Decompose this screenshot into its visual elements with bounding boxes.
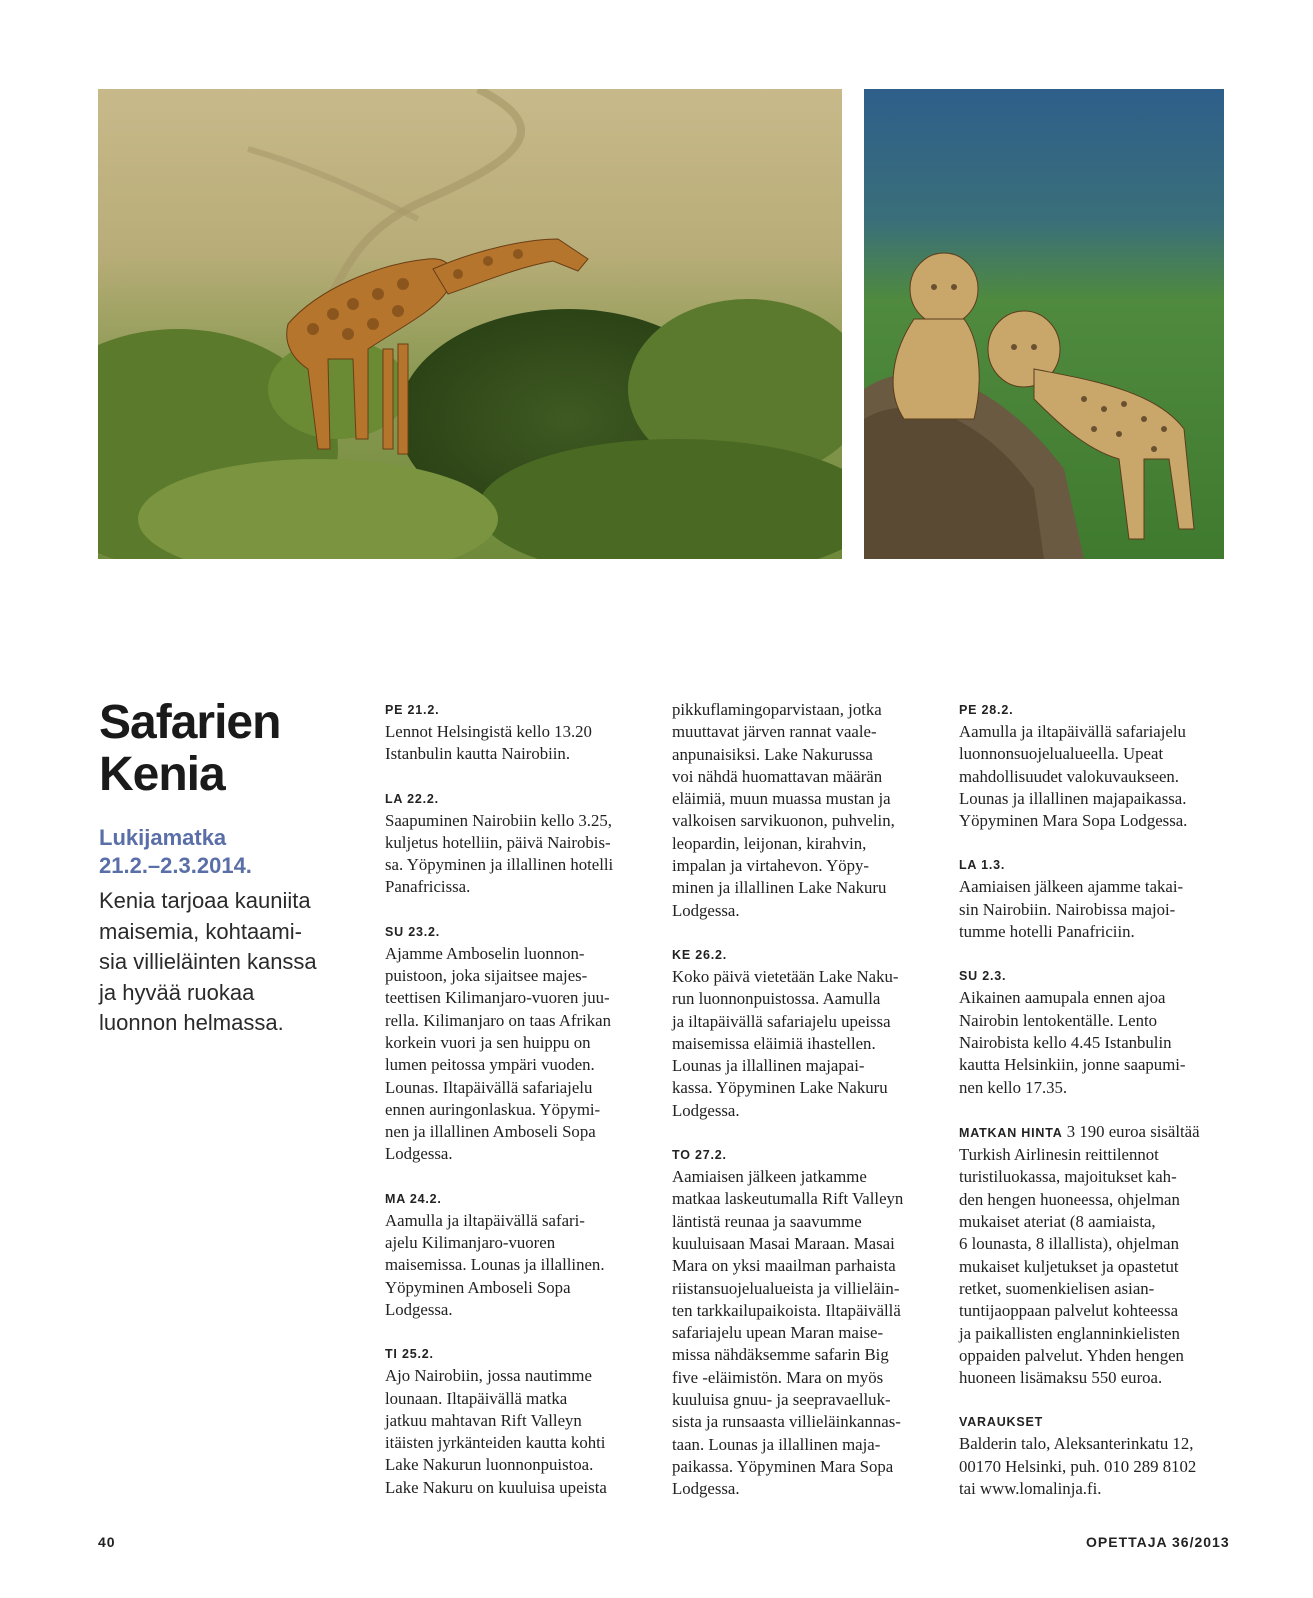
- body-line: Yöpyminen Amboseli Sopa: [385, 1277, 571, 1297]
- body-line: Lounas ja illallinen majapaikassa.: [959, 788, 1187, 808]
- body-line: impalan ja virtahevon. Yöpy-: [672, 856, 869, 876]
- day-entry: [385, 921, 647, 1166]
- day-entry: [959, 854, 1227, 943]
- body-line: taan. Lounas ja illallinen maja-: [672, 1434, 881, 1454]
- day-entry: [385, 788, 647, 899]
- body-line: Ajo Nairobiin, jossa nautimme: [385, 1366, 592, 1386]
- body-line: maisemissa eläimiä ihastellen.: [672, 1033, 876, 1053]
- itinerary-column-2: [672, 699, 934, 1523]
- body-line: korkein vuori ja sen huippu on: [385, 1032, 591, 1052]
- body-line: Koko päivä vietetään Lake Naku-: [672, 966, 899, 986]
- body-line: Lodgessa.: [672, 900, 740, 920]
- body-line: itäisten jyrkänteiden kautta kohti: [385, 1433, 606, 1453]
- body-line: Aamulla ja iltapäivällä safari-: [385, 1210, 585, 1230]
- day-entry: [385, 1188, 647, 1321]
- day-heading: MA 24.2.: [385, 1191, 442, 1206]
- day-heading: TO 27.2.: [672, 1148, 727, 1163]
- day-entry: [959, 965, 1227, 1098]
- body-line: Lounas ja illallinen majapai-: [672, 1056, 865, 1076]
- body-line: sin Nairobiin. Nairobissa majoi-: [959, 899, 1176, 919]
- body-line: kuljetus hotelliin, päivä Nairobis-: [385, 832, 611, 852]
- article-subtitle: [99, 824, 339, 880]
- body-line: Yöpyminen Mara Sopa Lodgessa.: [959, 811, 1188, 831]
- day-entry: [385, 699, 647, 766]
- body-line: Lodgessa.: [672, 1100, 740, 1120]
- body-line: oppaiden palvelut. Yhden hengen: [959, 1345, 1184, 1365]
- body-line: Aamiaisen jälkeen jatkamme: [672, 1167, 867, 1187]
- subtitle-line-1: Lukijamatka: [99, 825, 227, 850]
- body-line: paikassa. Yöpyminen Mara Sopa: [672, 1456, 894, 1476]
- body-line: eläimiä, muun muassa mustan ja: [672, 789, 891, 809]
- body-line: kassa. Yöpyminen Lake Nakuru: [672, 1078, 888, 1098]
- body-line: Aikainen aamupala ennen ajoa: [959, 988, 1166, 1008]
- body-line: jatkuu mahtavan Rift Valleyn: [385, 1410, 582, 1430]
- cheetah-cubs-photo: [864, 89, 1224, 559]
- day-heading: TI 25.2.: [385, 1347, 434, 1362]
- body-line: Lodgessa.: [672, 1479, 740, 1499]
- day-entry: [672, 944, 934, 1122]
- title-line-2: Kenia: [99, 748, 225, 801]
- day-entry: [672, 1144, 934, 1500]
- body-line: rella. Kilimanjaro on taas Afrikan: [385, 1010, 612, 1030]
- price-label: MATKAN HINTA: [959, 1125, 1063, 1140]
- body-line: tumme hotelli Panafriciin.: [959, 922, 1135, 942]
- day-heading: SU 2.3.: [959, 969, 1007, 984]
- body-line: luonnonsuojelualueella. Upeat: [959, 744, 1164, 764]
- body-line: retket, suomenkielisen asian-: [959, 1278, 1155, 1298]
- intro-line: Kenia tarjoaa kauniita: [99, 888, 311, 913]
- title-line-1: Safarien: [99, 696, 281, 749]
- body-line: maisemissa. Lounas ja illallinen.: [385, 1255, 605, 1275]
- body-line: Lounas. Iltapäivällä safariajelu: [385, 1077, 593, 1097]
- body-line: Istanbulin kautta Nairobiin.: [385, 744, 571, 764]
- day-entry: [959, 699, 1227, 832]
- price-value: 3 190 euroa sisältää: [1062, 1121, 1200, 1141]
- article-title: [99, 697, 359, 801]
- website-link[interactable]: tai www.lomalinja.fi.: [959, 1479, 1102, 1499]
- body-line: voi nähdä huomattavan määrän: [672, 766, 883, 786]
- giraffe-photo: [98, 89, 842, 559]
- body-line: den hengen huoneessa, ohjelman: [959, 1189, 1180, 1209]
- intro-line: ja hyvää ruokaa: [99, 979, 255, 1005]
- body-line: Nairobista kello 4.45 Istanbulin: [959, 1032, 1172, 1052]
- body-line: 00170 Helsinki, puh. 010 289 8102: [959, 1456, 1197, 1476]
- body-line: muuttavat järven rannat vaale-: [672, 722, 877, 742]
- body-line: Lake Nakurun luonnonpuistoa.: [385, 1455, 594, 1475]
- body-line: tuntijaoppaan palvelut kohteessa: [959, 1301, 1179, 1321]
- body-line: Lodgessa.: [385, 1144, 453, 1164]
- body-line: Ajamme Amboselin luonnon-: [385, 943, 585, 963]
- body-line: Lennot Helsingistä kello 13.20: [385, 722, 592, 741]
- body-line: huoneen lisämaksu 550 euroa.: [959, 1368, 1163, 1388]
- body-line: ennen auringonlaskua. Yöpymi-: [385, 1099, 601, 1119]
- page-number: 40: [98, 1534, 116, 1550]
- day-heading: KE 26.2.: [672, 947, 728, 962]
- body-line: kuuluisaan Masai Maraan. Masai: [672, 1233, 895, 1253]
- body-line: Balderin talo, Aleksanterinkatu 12,: [959, 1434, 1194, 1454]
- magazine-issue: OPETTAJA 36/2013: [1086, 1534, 1230, 1550]
- body-line: pikkuflamingoparvistaan, jotka: [672, 700, 882, 719]
- itinerary-column-3: [959, 699, 1227, 1522]
- body-line: anpunaisiksi. Lake Nakurussa: [672, 744, 873, 764]
- body-line: ten tarkkailupaikoista. Iltapäivällä: [672, 1300, 901, 1320]
- body-line: riistansuojelualueista ja villieläin-: [672, 1278, 900, 1298]
- body-line: mukaiset ateriat (8 aamiaista,: [959, 1212, 1156, 1232]
- body-line: sa. Yöpyminen ja illallinen hotelli: [385, 855, 614, 875]
- day-heading: SU 23.2.: [385, 924, 441, 939]
- body-line: valkoisen sarvikuonon, puhvelin,: [672, 811, 895, 831]
- body-line: ja iltapäivällä safariajelu upeissa: [672, 1011, 891, 1031]
- body-line: puistoon, joka sijaitsee majes-: [385, 966, 588, 986]
- body-line: teettisen Kilimanjaro-vuoren juu-: [385, 988, 610, 1008]
- day-heading: LA 1.3.: [959, 858, 1006, 873]
- body-line: nen kello 17.35.: [959, 1077, 1068, 1097]
- intro-text: [99, 886, 339, 1039]
- body-line: mukaiset kuljetukset ja opastetut: [959, 1256, 1179, 1276]
- body-line: Turkish Airlinesin reittilennot: [959, 1145, 1159, 1165]
- body-line: läntistä reunaa ja saavumme: [672, 1211, 862, 1231]
- body-line: missa nähdäksemme safarin Big: [672, 1345, 889, 1365]
- body-line: turistiluokassa, majoitukset kah-: [959, 1167, 1177, 1187]
- body-line: ajelu Kilimanjaro-vuoren: [385, 1233, 556, 1253]
- price-first-line: [959, 1121, 1227, 1144]
- body-line: safariajelu upean Maran maise-: [672, 1323, 884, 1343]
- body-line: Nairobin lentokentälle. Lento: [959, 1010, 1158, 1030]
- body-line: kuuluisa gnuu- ja seepravaelluk-: [672, 1390, 891, 1410]
- body-line: Saapuminen Nairobiin kello 3.25,: [385, 810, 612, 830]
- body-line: five -eläimistön. Mara on myös: [672, 1367, 884, 1387]
- body-line: leopardin, leijonan, kirahvin,: [672, 833, 867, 853]
- intro-line: sia villieläinten kanssa: [99, 949, 317, 975]
- body-line: Lodgessa.: [385, 1299, 453, 1319]
- intro-line: luonnon helmassa.: [99, 1010, 284, 1036]
- body-line: lumen peitossa ympäri vuoden.: [385, 1055, 595, 1075]
- body-line: nen ja illallinen Amboseli Sopa: [385, 1122, 596, 1142]
- itinerary-column-1: [385, 699, 647, 1521]
- body-line: Aamiaisen jälkeen ajamme takai-: [959, 877, 1184, 897]
- reservations-section: [959, 1411, 1227, 1500]
- body-line: mahdollisuudet valokuvaukseen.: [959, 766, 1179, 786]
- price-section: [959, 1121, 1227, 1390]
- day-heading: PE 21.2.: [385, 703, 440, 717]
- day-heading: LA 22.2.: [385, 791, 439, 806]
- reservations-heading: VARAUKSET: [959, 1415, 1044, 1430]
- body-line: ja paikallisten englanninkielisten: [959, 1323, 1180, 1343]
- continued-text: [672, 699, 934, 922]
- day-heading: PE 28.2.: [959, 703, 1014, 717]
- body-line: Lake Nakuru on kuuluisa upeista: [385, 1477, 607, 1497]
- body-line: Aamulla ja iltapäivällä safariajelu: [959, 722, 1186, 741]
- body-line: kautta Helsinkiin, jonne saapumi-: [959, 1055, 1186, 1075]
- body-line: Mara on yksi maailman parhaista: [672, 1256, 896, 1276]
- body-line: 6 lounasta, 8 illallista), ohjelman: [959, 1234, 1179, 1254]
- body-line: run luonnonpuistossa. Aamulla: [672, 989, 881, 1009]
- intro-line: maisemia, kohtaami-: [99, 918, 302, 944]
- body-line: sista ja runsaasta villieläinkannas-: [672, 1412, 901, 1432]
- body-line: minen ja illallinen Lake Nakuru: [672, 878, 887, 898]
- day-entry: [385, 1343, 647, 1499]
- subtitle-line-2: 21.2.–2.3.2014.: [99, 853, 252, 878]
- body-line: lounaan. Iltapäivällä matka: [385, 1388, 568, 1408]
- body-line: matkaa laskeutumalla Rift Valleyn: [672, 1189, 904, 1209]
- body-line: Panafricissa.: [385, 877, 471, 897]
